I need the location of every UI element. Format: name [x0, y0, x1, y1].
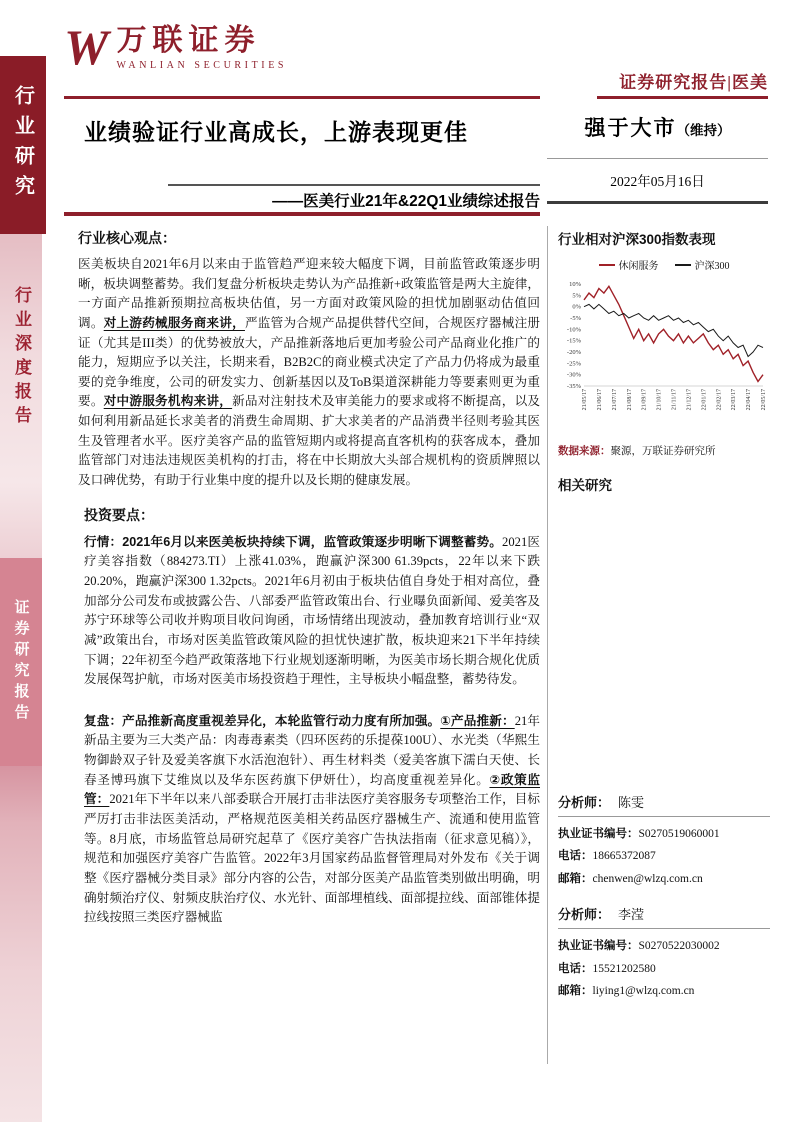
x-tick-label: 22/01/17 — [701, 389, 708, 411]
x-tick-label: 21/08/17 — [626, 389, 633, 411]
email-label: 邮箱： — [558, 985, 593, 998]
y-tick-label: -5% — [570, 315, 581, 322]
sidebar-depth-report-label: 行业深度报告 — [12, 286, 31, 430]
analyst-license-row — [558, 935, 770, 957]
legend-label: 沪深300 — [694, 261, 730, 272]
x-tick-label: 21/07/17 — [611, 389, 618, 411]
chart-wrap — [558, 276, 770, 441]
x-tick-label: 21/10/17 — [656, 389, 663, 411]
wanlian-logo — [64, 19, 288, 75]
analysts-section — [558, 792, 770, 1003]
phone-label: 电话： — [558, 962, 593, 975]
report-title: 业绩验证行业高成长，上游表现更佳 — [84, 119, 468, 145]
y-tick-label: -35% — [566, 383, 581, 390]
rating-box — [547, 112, 768, 142]
rating-grade: 强于大市 — [584, 117, 677, 140]
core-view-heading: 行业核心观点： — [78, 230, 176, 246]
analyst-label: 分析师： — [558, 907, 611, 923]
phone-label: 电话： — [558, 850, 593, 863]
text-segment: 21年新品主要为三大类产品：肉毒毒素类（四环医药的乐提葆100U）、水光类（华熙生物御龄双子针及爱美客旗下水活泡泡针）、再生材料类（爱美客旗下濡白天使、长春圣博玛旗下艾维岚以及华东医药旗下伊妍仕），均高度重视差异化。 — [84, 713, 541, 787]
x-tick-label: 21/12/17 — [686, 389, 693, 411]
email-value: chenwen@wlzq.com.cn — [592, 872, 703, 885]
analyst-email-row — [558, 980, 770, 1002]
data-source-label: 数据来源： — [558, 446, 611, 457]
y-tick-label: -25% — [566, 360, 581, 368]
analyst-label: 分析师： — [558, 795, 611, 810]
investment-points-heading: 投资要点： — [84, 506, 154, 523]
license-label: 执业证书编号： — [558, 940, 639, 953]
retrospect-paragraph — [84, 712, 540, 928]
y-tick-label: -15% — [566, 337, 581, 345]
x-tick-label: 22/04/17 — [746, 389, 753, 411]
analyst-phone-row — [558, 958, 770, 980]
rating-divider — [547, 158, 768, 159]
main-text-column — [64, 228, 542, 928]
logo-chinese-name: 万联证券 — [116, 24, 261, 57]
sidebar-top-label: 行业研究 — [11, 85, 34, 205]
text-segment: ①产品推新： — [440, 713, 515, 728]
data-source-line — [558, 443, 770, 458]
logo-english-name: WANLIAN SECURITIES — [116, 60, 288, 71]
text-segment: 2021年下半年以来八部委联合开展打击非法医疗美容服务专项整治工作，目标严厉打击非法医美活动，严格规范医美相关药品医疗器械生产、流通和使用监管等。8月底，市场监管总局研究起草了《医疗美容广告执法指南（征求意见稿）》，规范和加强医疗美容广告监管。2022年3月国家药品监督管理局对外发布《关于调整《医疗器械分类目录》部分内容的公告，对部分医美产品监管类别做出明确，明确射频治疗仪、射频皮肤治疗仪、水光针、面部埋植线、面部提拉线、面部锥体提拉线按照三类医疗器械监 — [84, 792, 541, 925]
email-value: liying1@wlzq.com.cn — [592, 985, 695, 998]
license-value: S0270519060001 — [638, 828, 720, 840]
license-label: 执业证书编号： — [558, 828, 639, 840]
y-tick-label: -20% — [566, 349, 581, 356]
legend-label: 休闲服务 — [618, 261, 659, 272]
rating-status: （维持） — [676, 123, 731, 138]
text-segment: ②政策监管： — [84, 772, 540, 807]
series-line-1 — [584, 304, 763, 356]
sidebar-securities-report — [0, 558, 42, 766]
data-source-text: 聚源，万联证券研究所 — [610, 446, 716, 457]
analyst-license-row — [558, 823, 770, 845]
x-tick-label: 21/11/17 — [671, 389, 678, 411]
analyst-name: 李滢 — [618, 907, 645, 923]
text-segment: 新品对注射技术及审美能力的要求或将不断提高，以及如何利用新品延长求美者的消费生命周期、扩大求美者的产品消费半径则考验其医生及管理者水平。医疗美容产品的监管短期内或将提高直客机构的获客成本，叠加监管部门对违法违规医美机构的打击，将在中长期放大头部合规机构的资质牌照以及口碑优势，有助于行业集中度的提升以及长期的健康发展。 — [78, 394, 541, 488]
legend-swatch — [675, 264, 691, 266]
header-rule-right — [597, 96, 768, 99]
text-segment: 医美板块自2021年6月以来由于监管趋严迎来较大幅度下调，目前监管政策逐步明晰，板块调整蓄势。我们复盘分析板块走势认为产品推新+政策监管是两大主旋律，一方面产品推新预期拉高板块估值，另一方面对政策风险的担忧加剧驱动估值回调。 — [78, 257, 540, 330]
text-segment: 复盘：产品推新高度重视差异化，本轮监管行动力度有所加强。 — [84, 713, 441, 728]
y-tick-label: 0% — [572, 303, 581, 311]
analyst-name-row — [558, 904, 770, 929]
report-date: 2022年05月16日 — [610, 174, 705, 189]
y-tick-label: 10% — [569, 281, 581, 288]
analyst-name: 陈雯 — [618, 795, 645, 810]
subtitle-rule — [168, 184, 540, 186]
chart-title: 行业相对沪深300指数表现 — [558, 232, 716, 247]
y-tick-label: -10% — [566, 326, 581, 334]
header-rule-left — [64, 96, 540, 99]
core-view-paragraph — [78, 255, 540, 491]
x-tick-label: 22/03/17 — [731, 389, 738, 411]
y-tick-label: 5% — [572, 292, 581, 300]
sidebar-bottom-label: 证券研究报告 — [12, 599, 29, 725]
x-tick-label: 21/09/17 — [641, 389, 648, 411]
text-segment: 对上游药械服务商来讲， — [103, 315, 245, 330]
relative-performance-chart — [558, 276, 768, 436]
legend-item — [599, 257, 659, 272]
legend-swatch — [599, 264, 615, 266]
y-tick-label: -30% — [566, 371, 581, 379]
text-segment: 严监管为合规产品提供替代空间，合规医疗器械注册证（尤其是III类）的优势被放大，产品推新落地后更加考验公司产品商业化推广的能力，短期应予以关注，长期来看，B2B2C的商业模式决定了产品力仍将成为最重要的竞争维度，公司的研发实力、创新基因以及ToB渠道深耕能力等要素则更为重要。 — [78, 315, 541, 409]
chart-legend — [558, 257, 770, 272]
license-value: S0270522030002 — [638, 940, 720, 953]
related-research-heading: 相关研究 — [558, 478, 612, 493]
side-info-column — [558, 228, 770, 1017]
phone-value: 15521202580 — [592, 962, 656, 975]
analyst-phone-row — [558, 845, 770, 867]
analyst-name-row — [558, 792, 770, 817]
x-tick-label: 22/02/17 — [716, 389, 723, 411]
x-tick-label: 22/05/17 — [761, 389, 767, 411]
text-segment: 对中游服务机构来讲， — [103, 394, 233, 409]
email-label: 邮箱： — [558, 872, 593, 885]
legend-item — [675, 257, 730, 272]
report-subtitle: ——医美行业21年&22Q1业绩综述报告 — [272, 193, 540, 210]
title-bottom-rule — [64, 212, 540, 216]
rating-bottom-rule — [547, 201, 768, 204]
series-line-0 — [584, 286, 763, 381]
analyst-block — [558, 792, 770, 890]
report-category: 证券研究报告|医美 — [619, 73, 768, 92]
x-tick-label: 21/05/17 — [582, 389, 588, 411]
analyst-email-row — [558, 868, 770, 890]
column-divider — [547, 226, 548, 1064]
sidebar-industry-research — [0, 56, 46, 234]
phone-value: 18665372087 — [592, 850, 656, 863]
text-segment: 行情：2021年6月以来医美板块持续下调，监管政策逐步明晰下调整蓄势。 — [84, 534, 503, 549]
analyst-block — [558, 904, 770, 1002]
market-review-paragraph — [84, 533, 540, 690]
x-tick-label: 21/06/17 — [596, 389, 603, 411]
logo-w-icon: W — [64, 19, 109, 75]
text-segment: 2021医疗美容指数（884273.TI）上涨41.03%，跑赢沪深300 61.39pcts，22年以来下跌20.20%，跑赢沪深300 1.32pcts。2021年6月初由于板块估值自身处于相对高位，叠加部分公司发布或披露公告、八部委严监管政策出台、行业曝负面新闻、爱美客及苏宁环球等公司收并购项目收问询函，市场情绪出现波动，叠加教育培训行业“双减”政策出台，市场对医美监管政策风险的担忧快速扩散，板块迎来21下半年持续下调；22年初至今趋严政策落地下行业规划逐渐明晰，为医美市场长期合规化优质发展保驾护航，市场对医美市场投资趋于理性，主导板块小幅盘整，蓄势待发。 — [84, 534, 540, 687]
